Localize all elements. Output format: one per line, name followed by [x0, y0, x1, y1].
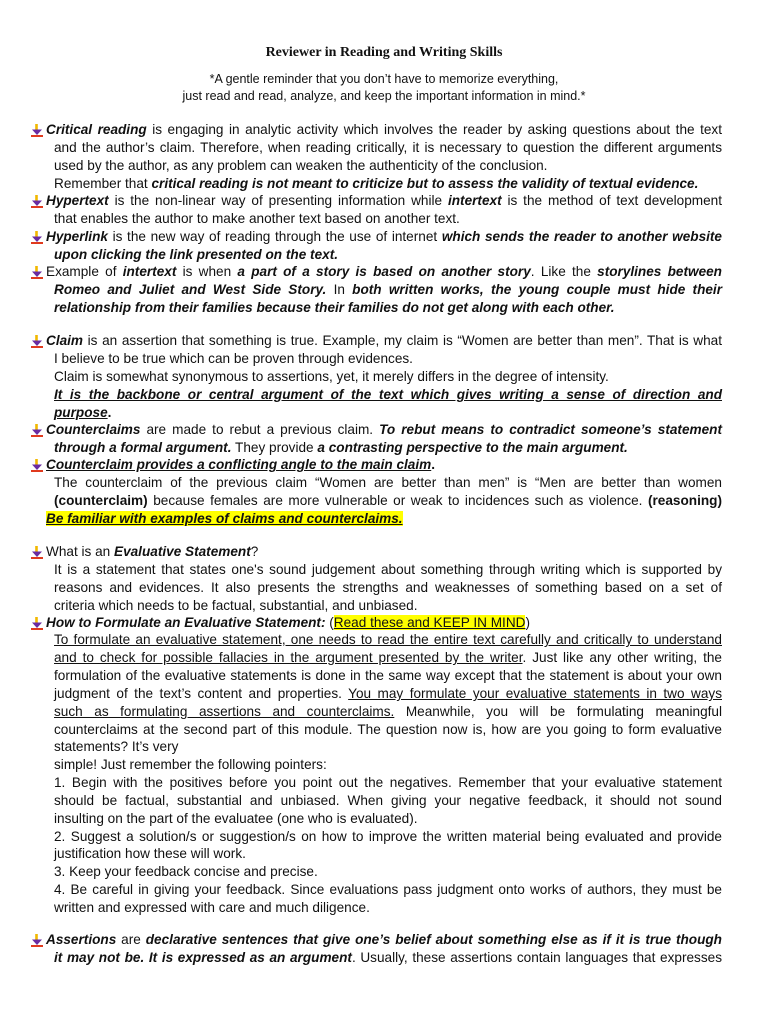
- arrow-down-bullet-icon: [31, 459, 43, 472]
- hypertext-line-2: that enables the author to make another text based on another text.: [54, 211, 460, 226]
- assertions-line-1: Assertions are declarative sentences that give one’s belief about something else as if it is true though: [46, 932, 722, 947]
- formulate-line-5: judgment of the text’s content and properties. You may formulate your evaluative statements in two ways: [54, 686, 722, 701]
- subtitle-line-2: just read and read, analyze, and keep the important information in mind.*: [182, 89, 586, 103]
- formulate-heading: How to Formulate an Evaluative Statement: (Read these and KEEP IN MIND): [46, 615, 530, 630]
- evaluative-statement-line-4: criteria which needs to be factual, substantial, and unbiased.: [54, 598, 418, 613]
- intertext-example-line-1: Example of intertext is when a part of a story is based on another story. Like the storylines between: [46, 264, 722, 279]
- assertions-line-2: it may not be. It is expressed as an argument. Usually, these assertions contain languages that expresses: [54, 950, 722, 965]
- pointer-1-line-3: insulting on the part of the evaluatee (one who is evaluated).: [54, 811, 418, 826]
- formulate-line-9: simple! Just remember the following pointers:: [54, 757, 327, 772]
- arrow-down-bullet-icon: [31, 335, 43, 348]
- formulate-line-7: counterclaims at the second part of this module. The question now is, how are you going to form evaluative: [54, 722, 722, 737]
- claim-line-4: It is the backbone or central argument of the text which gives writing a sense of direction and: [54, 387, 722, 402]
- pointer-2-line-1: 2. Suggest a solution/s or suggestion/s on how to improve the written material being evaluated and provide: [54, 829, 722, 844]
- intertext-example-line-2: Romeo and Juliet and West Side Story. In both written works, the young couple must hide their: [54, 282, 723, 297]
- arrow-down-bullet-icon: [31, 124, 43, 137]
- counterclaim-reminder: Be familiar with examples of claims and counterclaims.: [46, 511, 403, 526]
- pointer-1-line-2: should be factual, substantial and unbiased. When giving your negative feedback, it should not sound: [54, 793, 722, 808]
- critical-reading-line-3: used by the author, as any problem can weaken the authenticity of the conclusion.: [54, 158, 548, 173]
- critical-reading-line-1: Critical reading is engaging in analytic activity which involves the reader by asking questions about the text: [46, 122, 722, 137]
- formulate-line-8: statements? It’s very: [54, 739, 179, 754]
- claim-line-3: Claim is somewhat synonymous to assertions, yet, it merely differs in the degree of intensity.: [54, 369, 609, 384]
- arrow-down-bullet-icon: [31, 231, 43, 244]
- arrow-down-bullet-icon: [31, 266, 43, 279]
- pointer-2-line-2: justification how these will work.: [54, 846, 246, 861]
- formulate-line-4: formulation of the evaluative statements is done in the same way except that the statement is about your own: [54, 668, 722, 683]
- hyperlink-line-2: upon clicking the link presented on the text.: [54, 247, 338, 262]
- claim-line-1: Claim is an assertion that something is true. Example, my claim is “Women are better than men”. That is what: [46, 333, 722, 348]
- critical-reading-line-2: and the author’s claim. Therefore, when reading critically, it is necessary to question the different arguments: [54, 140, 722, 155]
- hyperlink-line-1: Hyperlink is the new way of reading through the use of internet which sends the reader to another website: [46, 229, 722, 244]
- claim-line-2: I believe to be true which can be proven through evidences.: [54, 351, 413, 366]
- subtitle-line-1: *A gentle reminder that you don’t have to memorize everything,: [209, 72, 559, 86]
- counterclaim-line-3: (counterclaim) because females are more vulnerable or weak to incidences such as violence. (reasoning): [54, 493, 722, 508]
- formulate-line-3: and to check for possible fallacies in the argument presented by the writer. Just like any other writing, the: [54, 650, 722, 665]
- intertext-example-line-3: relationship from their families because their families do not get along with each other.: [54, 300, 615, 315]
- arrow-down-bullet-icon: [31, 934, 43, 947]
- arrow-down-bullet-icon: [31, 424, 43, 437]
- pointer-3: 3. Keep your feedback concise and precise.: [54, 864, 318, 879]
- counterclaim-line-2: The counterclaim of the previous claim “Women are better than men” is “Men are better than women: [54, 475, 722, 490]
- counterclaims-line-2: through a formal argument. They provide a contrasting perspective to the main argument.: [54, 440, 628, 455]
- document-title: Reviewer in Reading and Writing Skills: [265, 45, 503, 60]
- formulate-line-2: To formulate an evaluative statement, one needs to read the entire text carefully and critically to understand: [54, 632, 722, 647]
- counterclaim-line-1: Counterclaim provides a conflicting angle to the main claim.: [46, 457, 436, 472]
- hypertext-line-1: Hypertext is the non-linear way of presenting information while intertext is the method of text development: [46, 193, 722, 208]
- arrow-down-bullet-icon: [31, 617, 43, 630]
- pointer-4-line-1: 4. Be careful in giving your feedback. Since evaluations pass judgment onto works of authors, they must be: [54, 882, 722, 897]
- arrow-down-bullet-icon: [31, 195, 43, 208]
- critical-reading-line-4: Remember that critical reading is not meant to criticize but to assess the validity of textual evidence.: [54, 176, 699, 191]
- pointer-1-line-1: 1. Begin with the positives before you point out the negatives. Remember that your evaluative statement: [54, 775, 722, 790]
- pointer-4-line-2: written and expressed with care and much diligence.: [54, 900, 370, 915]
- evaluative-statement-line-2: It is a statement that states one's sound judgement about something through writing which is supported by: [54, 562, 722, 577]
- formulate-line-6: such as formulating assertions and counterclaims. Meanwhile, you will be formulating meaningful: [54, 704, 722, 719]
- claim-line-5: purpose.: [54, 405, 112, 420]
- evaluative-statement-line-3: reasons and evidences. It also presents the strengths and weaknesses of something based on a set of: [54, 580, 722, 595]
- arrow-down-bullet-icon: [31, 546, 43, 559]
- counterclaims-line-1: Counterclaims are made to rebut a previous claim. To rebut means to contradict someone’s statement: [46, 422, 722, 437]
- evaluative-statement-heading: What is an Evaluative Statement?: [46, 544, 259, 559]
